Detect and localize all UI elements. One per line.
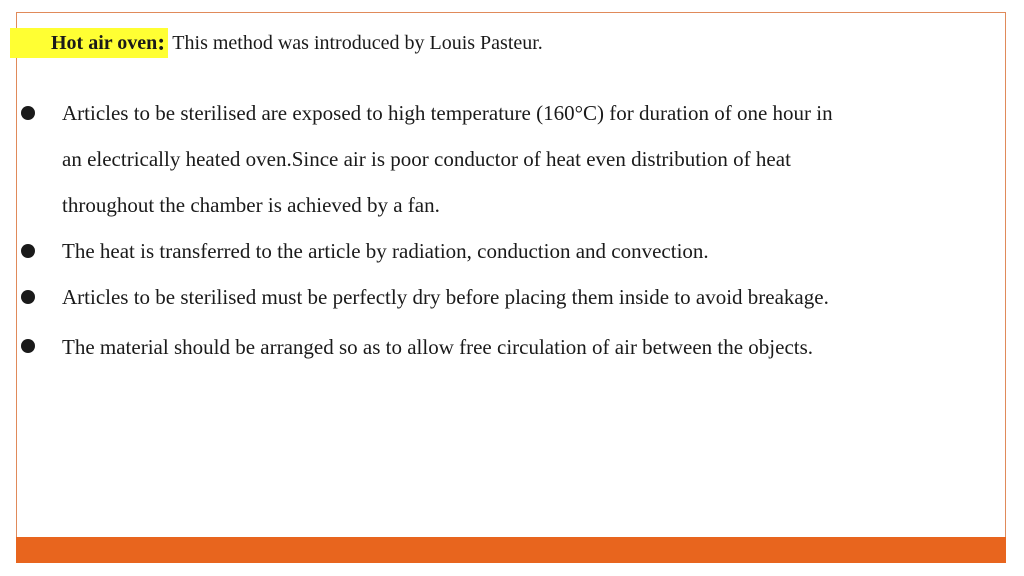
bullet-dot-icon <box>21 290 35 304</box>
title-intro: This method was introduced by Louis Pasteur. <box>172 31 543 54</box>
bullet-dot-icon <box>21 106 35 120</box>
bullet-3-line-1: Articles to be sterilised must be perfectly dry before placing them inside to avoid breakage. <box>62 285 829 309</box>
title-term: Hot air oven <box>51 31 158 54</box>
bullet-dot-icon <box>21 244 35 258</box>
slide-title <box>10 28 543 58</box>
footer-accent-bar <box>16 537 1006 563</box>
bullet-1-line-2: an electrically heated oven.Since air is poor conductor of heat even distribution of heat <box>62 147 791 171</box>
bullet-dot-icon <box>21 339 35 353</box>
bullet-4-line-1: The material should be arranged so as to allow free circulation of air between the objects. <box>62 335 814 359</box>
bullet-2-line-1: The heat is transferred to the article by radiation, conduction and convection. <box>62 239 709 263</box>
bullet-1-line-3: throughout the chamber is achieved by a fan. <box>62 193 440 217</box>
title-term-highlight <box>10 28 168 58</box>
bullet-1-line-1: Articles to be sterilised are exposed to high temperature (160°C) for duration of one hour in <box>62 101 833 125</box>
title-colon: : <box>157 29 166 56</box>
